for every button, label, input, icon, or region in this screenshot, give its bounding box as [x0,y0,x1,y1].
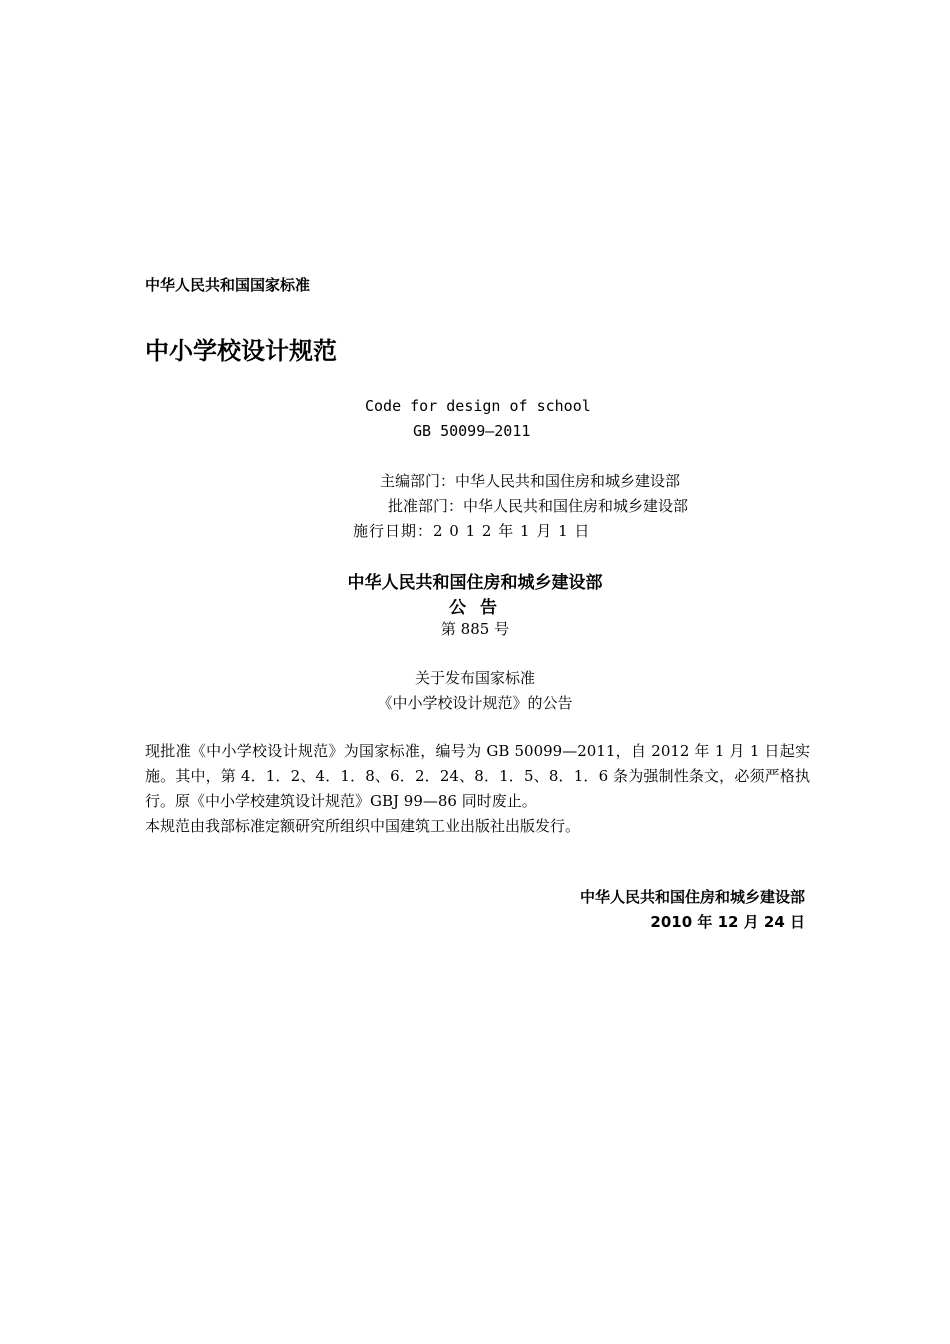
announcement-heading: 公 告 [449,598,501,618]
body-paragraph-publication: 本规范由我部标准定额研究所组织中国建筑工业出版社出版发行。 [145,817,581,835]
announcement-issuer: 中华人民共和国住房和城乡建设部 [347,573,603,593]
english-title: Code for design of school [365,397,591,415]
signature-date: 2010 年 12 月 24 日 [650,913,805,931]
signature-issuer: 中华人民共和国住房和城乡建设部 [579,888,805,906]
national-standard-label: 中华人民共和国国家标准 [145,276,311,294]
standard-number: GB 50099—2011 [413,422,531,440]
announcement-number: 第 885 号 [440,620,510,638]
announcement-subject-line1: 关于发布国家标准 [414,669,535,687]
document-title: 中小学校设计规范 [145,337,337,365]
body-paragraph-approval: 现批准《中小学校设计规范》为国家标准，编号为 GB 50099—2011，自 2012 年 1 月 1 日起实施。其中，第 4．1．2、4．1．8、6．2．24、8．1．5、8．1．6 条为强制性条文，必须严格执行。原《中小学校建筑设计规范》GBJ 99—86 同时废止。 [145,742,810,810]
announcement-subject-line2: 《中小学校设计规范》的公告 [377,694,573,712]
announcement-body [145,739,810,839]
effective-date: 施行日期：2 0 1 2 年 1 月 1 日 [353,522,591,540]
chief-editor-department: 主编部门：中华人民共和国住房和城乡建设部 [380,472,681,490]
approving-department: 批准部门：中华人民共和国住房和城乡建设部 [388,497,689,515]
